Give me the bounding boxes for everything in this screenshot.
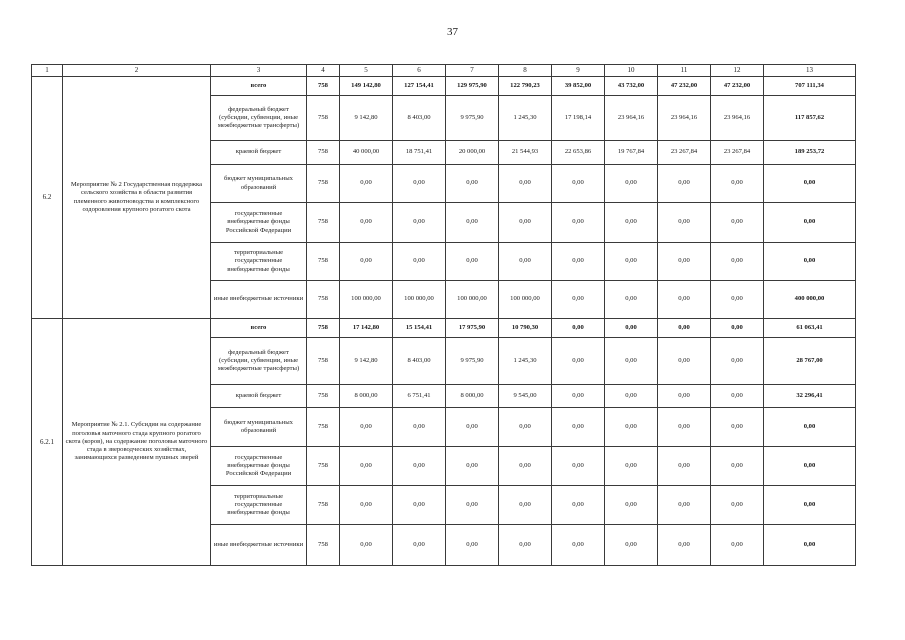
page-number: 37 — [447, 26, 458, 38]
total-value-cell: 117 857,62 — [764, 96, 856, 141]
table-body — [32, 65, 856, 566]
year-value-cell: 0,00 — [605, 203, 658, 243]
year-value-cell: 9 142,80 — [340, 96, 393, 141]
header-cell: 13 — [764, 65, 856, 77]
year-value-cell: 0,00 — [658, 486, 711, 525]
header-cell: 7 — [446, 65, 499, 77]
year-value-cell: 19 767,84 — [605, 141, 658, 165]
budget-code-cell: 758 — [307, 141, 340, 165]
year-value-cell: 0,00 — [552, 525, 605, 566]
year-value-cell: 0,00 — [711, 319, 764, 338]
total-value-cell: 0,00 — [764, 525, 856, 566]
year-value-cell: 0,00 — [711, 338, 764, 385]
total-value-cell: 28 767,00 — [764, 338, 856, 385]
year-value-cell: 0,00 — [393, 525, 446, 566]
year-value-cell: 0,00 — [658, 408, 711, 447]
header-cell: 8 — [499, 65, 552, 77]
year-value-cell: 0,00 — [658, 281, 711, 319]
year-value-cell: 0,00 — [340, 447, 393, 486]
year-value-cell: 8 403,00 — [393, 96, 446, 141]
funding-source-cell: всего — [211, 319, 307, 338]
total-value-cell: 61 063,41 — [764, 319, 856, 338]
year-value-cell: 43 732,00 — [605, 77, 658, 96]
funding-source-cell: бюджет муниципальных образований — [211, 165, 307, 203]
year-value-cell: 0,00 — [658, 525, 711, 566]
year-value-cell: 23 267,84 — [711, 141, 764, 165]
year-value-cell: 17 142,80 — [340, 319, 393, 338]
year-value-cell: 0,00 — [446, 203, 499, 243]
year-value-cell: 9 545,00 — [499, 385, 552, 408]
funding-source-cell: территориальные государственные внебюджетные фонды — [211, 243, 307, 281]
year-value-cell: 47 232,00 — [658, 77, 711, 96]
funding-source-cell: государственные внебюджетные фонды Российской Федерации — [211, 203, 307, 243]
year-value-cell: 0,00 — [658, 385, 711, 408]
year-value-cell: 129 975,90 — [446, 77, 499, 96]
year-value-cell: 0,00 — [393, 165, 446, 203]
budget-code-cell: 758 — [307, 319, 340, 338]
year-value-cell: 0,00 — [499, 447, 552, 486]
year-value-cell: 0,00 — [711, 486, 764, 525]
year-value-cell: 0,00 — [658, 243, 711, 281]
total-value-cell: 0,00 — [764, 203, 856, 243]
total-value-cell: 400 000,00 — [764, 281, 856, 319]
total-value-cell: 0,00 — [764, 447, 856, 486]
year-value-cell: 0,00 — [340, 243, 393, 281]
total-value-cell: 189 253,72 — [764, 141, 856, 165]
year-value-cell: 100 000,00 — [446, 281, 499, 319]
year-value-cell: 0,00 — [446, 525, 499, 566]
budget-code-cell: 758 — [307, 243, 340, 281]
header-cell: 6 — [393, 65, 446, 77]
funding-source-cell: иные внебюджетные источники — [211, 281, 307, 319]
budget-code-cell: 758 — [307, 525, 340, 566]
year-value-cell: 0,00 — [658, 203, 711, 243]
year-value-cell: 15 154,41 — [393, 319, 446, 338]
year-value-cell: 9 975,90 — [446, 338, 499, 385]
year-value-cell: 17 975,90 — [446, 319, 499, 338]
year-value-cell: 0,00 — [552, 203, 605, 243]
total-value-cell: 0,00 — [764, 486, 856, 525]
table-row — [32, 319, 856, 338]
budget-code-cell: 758 — [307, 203, 340, 243]
year-value-cell: 0,00 — [393, 447, 446, 486]
budget-code-cell: 758 — [307, 447, 340, 486]
year-value-cell: 9 142,80 — [340, 338, 393, 385]
year-value-cell: 0,00 — [446, 408, 499, 447]
year-value-cell: 0,00 — [552, 165, 605, 203]
item-code-cell: 6.2.1 — [32, 319, 63, 566]
year-value-cell: 0,00 — [711, 447, 764, 486]
year-value-cell: 0,00 — [340, 165, 393, 203]
year-value-cell: 0,00 — [605, 385, 658, 408]
year-value-cell: 17 198,14 — [552, 96, 605, 141]
year-value-cell: 0,00 — [605, 447, 658, 486]
year-value-cell: 0,00 — [552, 243, 605, 281]
funding-source-cell: бюджет муниципальных образований — [211, 408, 307, 447]
year-value-cell: 0,00 — [711, 408, 764, 447]
year-value-cell: 23 267,84 — [658, 141, 711, 165]
total-value-cell: 32 296,41 — [764, 385, 856, 408]
header-cell: 5 — [340, 65, 393, 77]
funding-source-cell: территориальные государственные внебюджетные фонды — [211, 486, 307, 525]
year-value-cell: 0,00 — [446, 447, 499, 486]
year-value-cell: 23 964,16 — [605, 96, 658, 141]
budget-table — [31, 64, 856, 566]
year-value-cell: 0,00 — [605, 281, 658, 319]
year-value-cell: 1 245,30 — [499, 96, 552, 141]
header-cell: 11 — [658, 65, 711, 77]
funding-source-cell: государственные внебюджетные фонды Российской Федерации — [211, 447, 307, 486]
year-value-cell: 0,00 — [446, 486, 499, 525]
budget-code-cell: 758 — [307, 77, 340, 96]
year-value-cell: 6 751,41 — [393, 385, 446, 408]
year-value-cell: 0,00 — [552, 447, 605, 486]
year-value-cell: 0,00 — [552, 486, 605, 525]
year-value-cell: 0,00 — [393, 486, 446, 525]
year-value-cell: 0,00 — [605, 243, 658, 281]
year-value-cell: 0,00 — [340, 203, 393, 243]
total-value-cell: 0,00 — [764, 243, 856, 281]
year-value-cell: 21 544,93 — [499, 141, 552, 165]
year-value-cell: 0,00 — [393, 408, 446, 447]
year-value-cell: 0,00 — [499, 165, 552, 203]
year-value-cell: 0,00 — [605, 408, 658, 447]
table-row — [32, 77, 856, 96]
year-value-cell: 0,00 — [446, 165, 499, 203]
year-value-cell: 0,00 — [605, 165, 658, 203]
year-value-cell: 10 790,30 — [499, 319, 552, 338]
funding-source-cell: федеральный бюджет (субсидии, субвенции, иные межбюджетные трансферты) — [211, 96, 307, 141]
year-value-cell: 122 790,23 — [499, 77, 552, 96]
funding-source-cell: краевой бюджет — [211, 385, 307, 408]
measure-description-cell: Мероприятие № 2 Государственная поддержка сельского хозяйства в области развития племенного животноводства и комплексного оздоровления крупного рогатого скота — [63, 77, 211, 319]
year-value-cell: 0,00 — [658, 447, 711, 486]
year-value-cell: 0,00 — [711, 203, 764, 243]
year-value-cell: 0,00 — [658, 165, 711, 203]
funding-source-cell: всего — [211, 77, 307, 96]
year-value-cell: 0,00 — [340, 525, 393, 566]
item-code-cell: 6.2 — [32, 77, 63, 319]
year-value-cell: 0,00 — [552, 338, 605, 385]
budget-code-cell: 758 — [307, 486, 340, 525]
year-value-cell: 0,00 — [499, 408, 552, 447]
header-cell: 3 — [211, 65, 307, 77]
year-value-cell: 0,00 — [552, 385, 605, 408]
year-value-cell: 0,00 — [393, 243, 446, 281]
funding-source-cell: федеральный бюджет (субсидии, субвенции, иные межбюджетные трансферты) — [211, 338, 307, 385]
year-value-cell: 0,00 — [499, 525, 552, 566]
year-value-cell: 9 975,90 — [446, 96, 499, 141]
year-value-cell: 8 403,00 — [393, 338, 446, 385]
year-value-cell: 40 000,00 — [340, 141, 393, 165]
total-value-cell: 0,00 — [764, 408, 856, 447]
header-row — [32, 65, 856, 77]
budget-code-cell: 758 — [307, 408, 340, 447]
year-value-cell: 18 751,41 — [393, 141, 446, 165]
budget-code-cell: 758 — [307, 338, 340, 385]
year-value-cell: 0,00 — [711, 525, 764, 566]
year-value-cell: 0,00 — [499, 243, 552, 281]
total-value-cell: 0,00 — [764, 165, 856, 203]
year-value-cell: 0,00 — [711, 281, 764, 319]
budget-code-cell: 758 — [307, 96, 340, 141]
year-value-cell: 0,00 — [393, 203, 446, 243]
year-value-cell: 0,00 — [605, 486, 658, 525]
year-value-cell: 0,00 — [446, 243, 499, 281]
year-value-cell: 0,00 — [605, 525, 658, 566]
measure-description-cell: Мероприятие № 2.1. Субсидии на содержание поголовья маточного стада крупного рогатого скота (коров), на содержание поголовья маточного стада в звероводческих хозяйствах, занимающихся разведением пушных зверей — [63, 319, 211, 566]
year-value-cell: 0,00 — [552, 281, 605, 319]
year-value-cell: 0,00 — [605, 338, 658, 385]
year-value-cell: 127 154,41 — [393, 77, 446, 96]
year-value-cell: 20 000,00 — [446, 141, 499, 165]
total-value-cell: 707 111,34 — [764, 77, 856, 96]
year-value-cell: 39 852,00 — [552, 77, 605, 96]
header-cell: 12 — [711, 65, 764, 77]
year-value-cell: 100 000,00 — [393, 281, 446, 319]
header-cell: 10 — [605, 65, 658, 77]
year-value-cell: 0,00 — [711, 165, 764, 203]
year-value-cell: 0,00 — [605, 319, 658, 338]
header-cell: 2 — [63, 65, 211, 77]
year-value-cell: 0,00 — [499, 486, 552, 525]
year-value-cell: 100 000,00 — [340, 281, 393, 319]
year-value-cell: 0,00 — [340, 408, 393, 447]
year-value-cell: 8 000,00 — [446, 385, 499, 408]
year-value-cell: 0,00 — [658, 319, 711, 338]
budget-code-cell: 758 — [307, 281, 340, 319]
year-value-cell: 0,00 — [552, 408, 605, 447]
year-value-cell: 0,00 — [552, 319, 605, 338]
year-value-cell: 23 964,16 — [658, 96, 711, 141]
year-value-cell: 0,00 — [711, 385, 764, 408]
year-value-cell: 0,00 — [711, 243, 764, 281]
year-value-cell: 149 142,80 — [340, 77, 393, 96]
header-cell: 9 — [552, 65, 605, 77]
header-cell: 4 — [307, 65, 340, 77]
header-cell: 1 — [32, 65, 63, 77]
funding-source-cell: краевой бюджет — [211, 141, 307, 165]
year-value-cell: 8 000,00 — [340, 385, 393, 408]
budget-code-cell: 758 — [307, 385, 340, 408]
year-value-cell: 0,00 — [658, 338, 711, 385]
funding-source-cell: иные внебюджетные источники — [211, 525, 307, 566]
year-value-cell: 0,00 — [340, 486, 393, 525]
year-value-cell: 47 232,00 — [711, 77, 764, 96]
year-value-cell: 23 964,16 — [711, 96, 764, 141]
year-value-cell: 1 245,30 — [499, 338, 552, 385]
budget-code-cell: 758 — [307, 165, 340, 203]
year-value-cell: 22 653,86 — [552, 141, 605, 165]
year-value-cell: 100 000,00 — [499, 281, 552, 319]
year-value-cell: 0,00 — [499, 203, 552, 243]
